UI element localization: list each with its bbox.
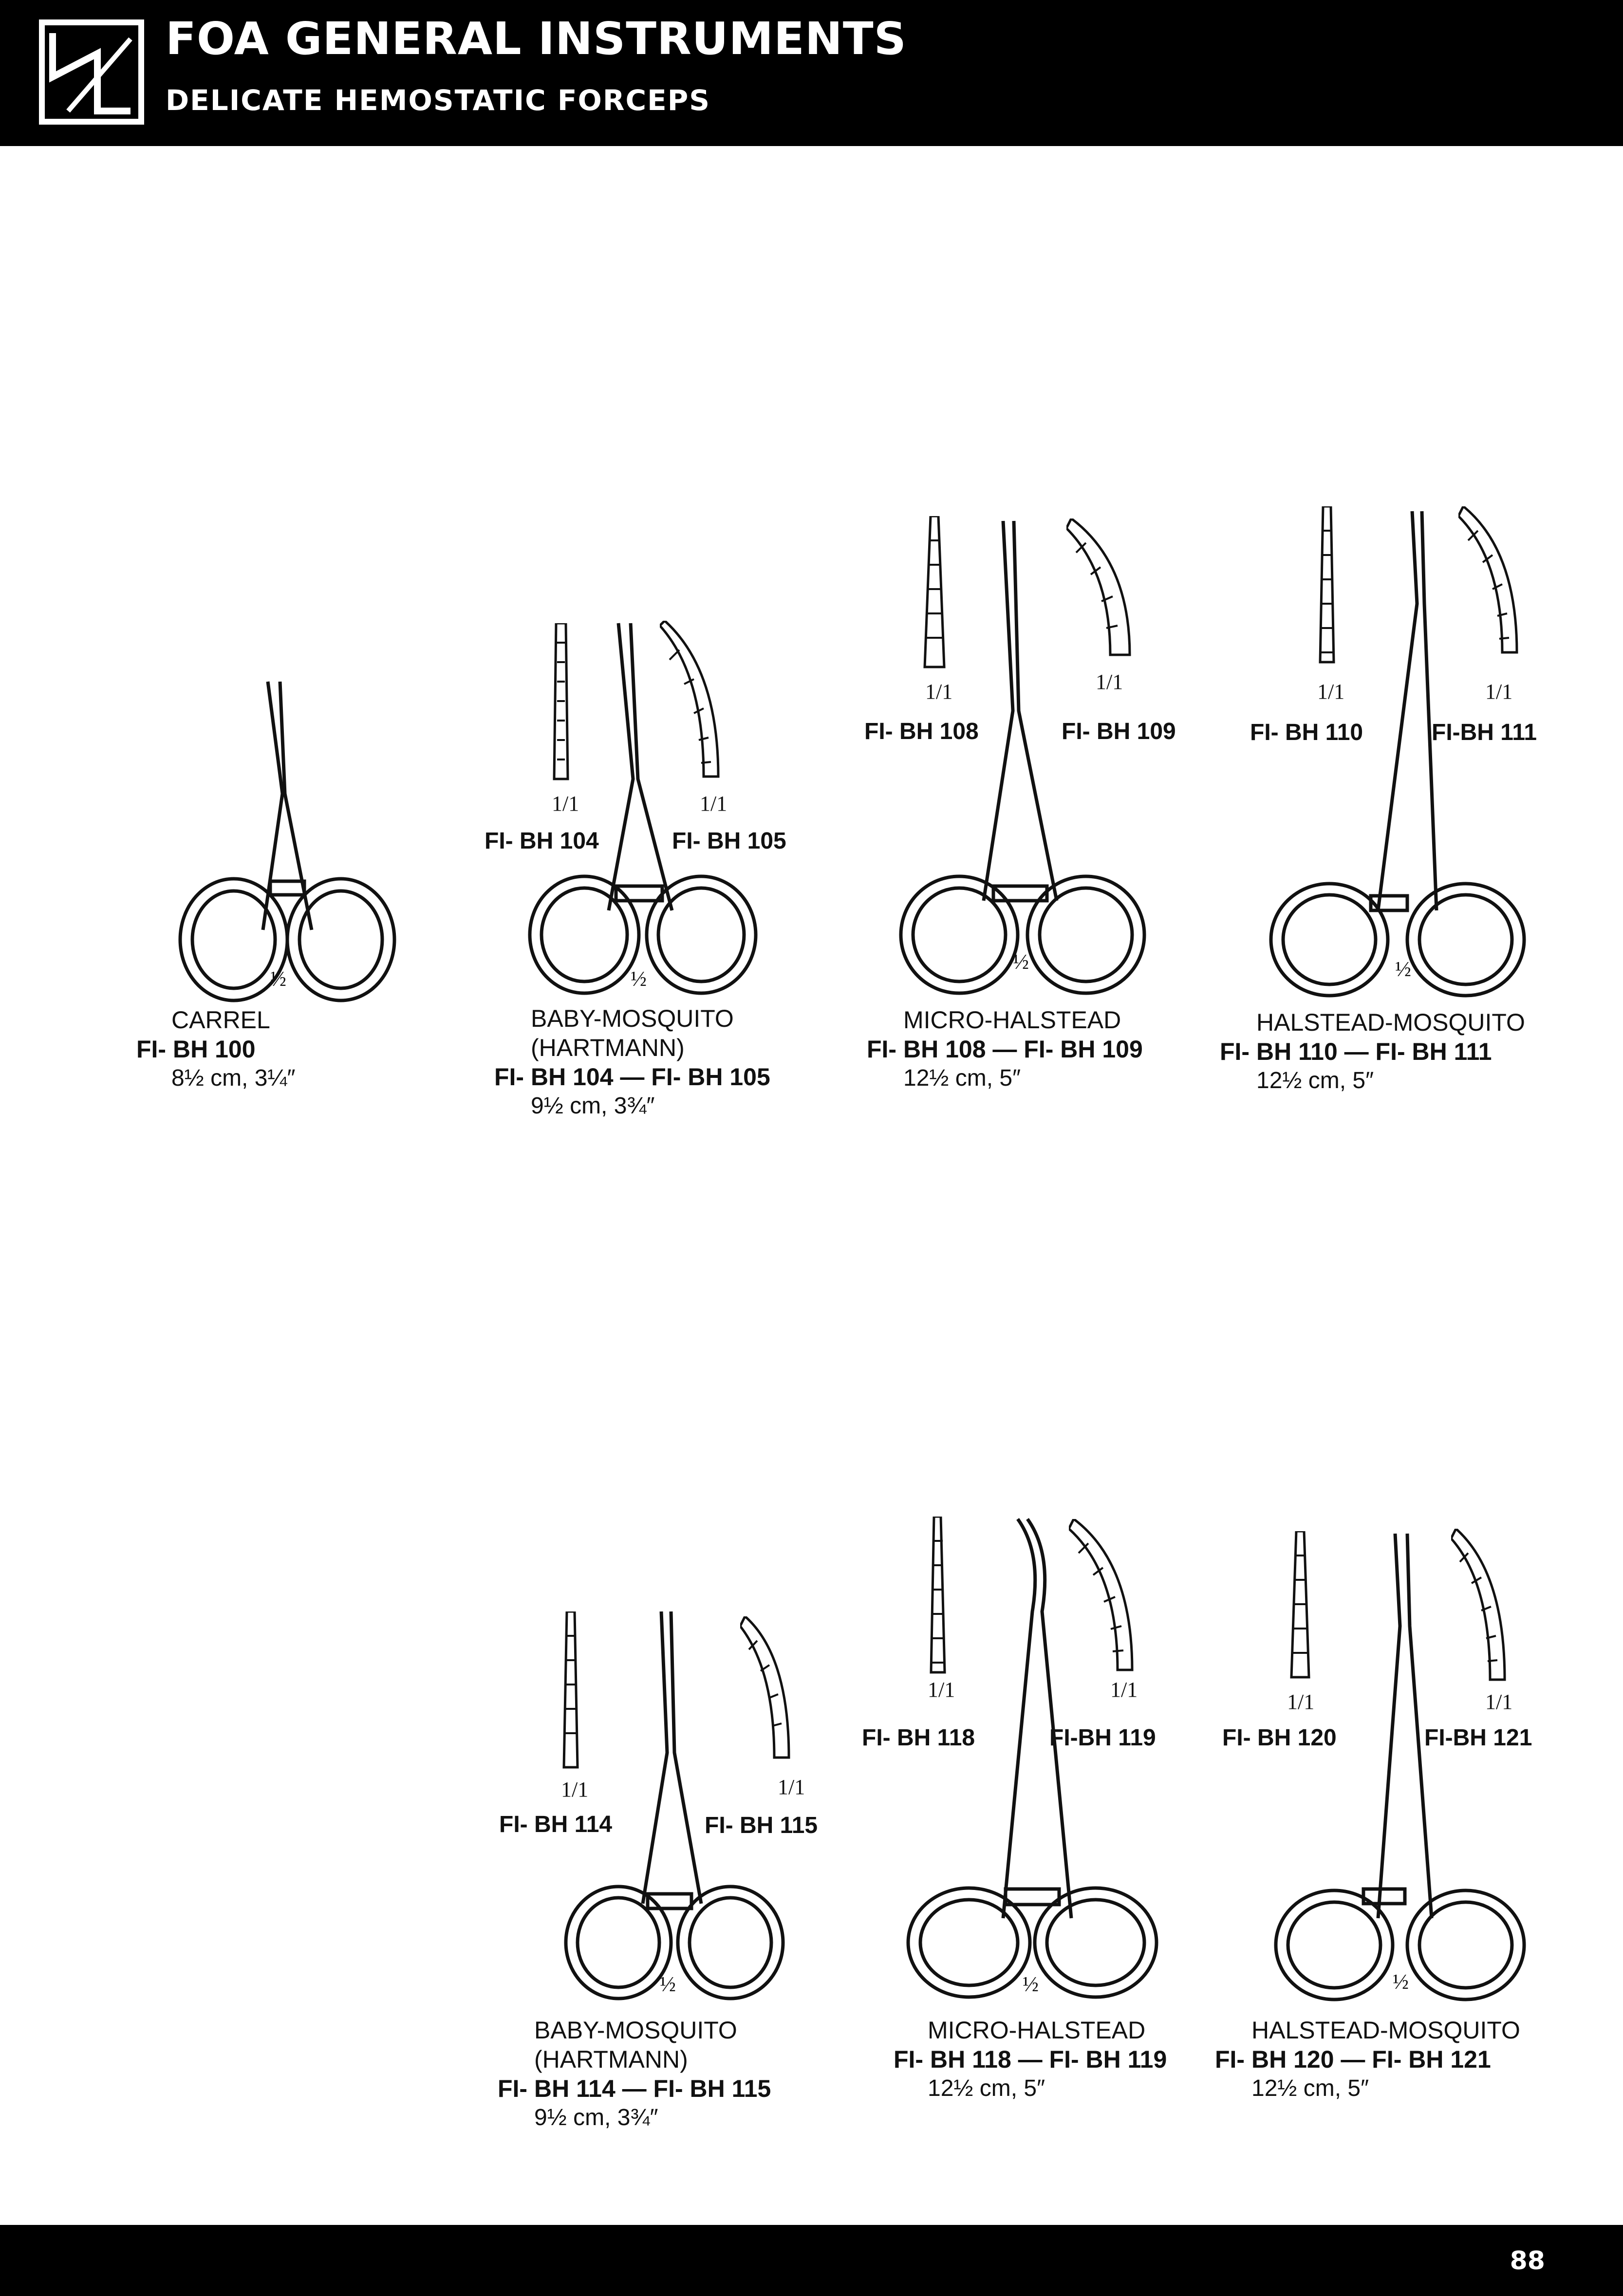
product-code: FI- BH 110 — FI- BH 111 — [1220, 1038, 1492, 1065]
product-caption — [494, 1004, 770, 1121]
curved-jaw-detail-icon — [1066, 518, 1139, 660]
product-size: 12½ cm, 5″ — [1251, 2075, 1369, 2101]
curved-jaw-detail-icon — [1458, 506, 1527, 657]
curved-jaw-detail-icon — [1069, 1519, 1137, 1675]
scale-label: ½ — [660, 1972, 676, 1996]
product-name-secondary: (HARTMANN) — [531, 1034, 685, 1061]
product-size: 12½ cm, 5″ — [928, 2075, 1045, 2101]
product-name: BABY-MOSQUITO — [534, 2017, 737, 2044]
tip-scale-label: 1/1 — [1485, 1690, 1513, 1714]
product-size: 9½ cm, 3¾″ — [531, 1093, 655, 1119]
company-logo-icon — [39, 19, 144, 125]
product-size: 9½ cm, 3¾″ — [534, 2105, 658, 2130]
tip-scale-label: 1/1 — [1317, 680, 1345, 704]
product-size: 12½ cm, 5″ — [1256, 1068, 1374, 1093]
product-code: FI- BH 100 — [136, 1036, 256, 1063]
tip-scale-label: 1/1 — [700, 792, 728, 815]
tip-code-label: FI- BH 105 — [672, 828, 786, 854]
product-caption — [1215, 2016, 1520, 2103]
tip-scale-label: 1/1 — [561, 1778, 589, 1801]
product-name: HALSTEAD-MOSQUITO — [1256, 1009, 1525, 1036]
product-code: FI- BH 104 — FI- BH 105 — [494, 1063, 770, 1091]
tip-code-label: FI- BH 109 — [1062, 719, 1176, 744]
product-name: MICRO-HALSTEAD — [903, 1006, 1121, 1034]
curved-jaw-detail-icon — [660, 621, 728, 781]
straight-jaw-detail-icon — [561, 1611, 580, 1772]
tip-scale-label: 1/1 — [1096, 670, 1123, 694]
tip-scale-label: 1/1 — [1110, 1678, 1138, 1702]
tip-code-label: FI- BH 104 — [485, 828, 599, 854]
tip-code-label: FI- BH 118 — [862, 1725, 975, 1751]
scale-label: ½ — [631, 967, 647, 991]
tip-scale-label: 1/1 — [1287, 1690, 1315, 1714]
product-caption — [867, 1005, 1143, 1093]
scale-label: ½ — [1393, 1970, 1409, 1994]
straight-jaw-detail-icon — [923, 516, 946, 672]
tip-code-label: FI- BH 108 — [864, 719, 979, 744]
tip-code-label: FI-BH 119 — [1049, 1725, 1156, 1751]
tip-code-label: FI-BH 121 — [1424, 1725, 1532, 1751]
straight-jaw-detail-icon — [551, 623, 571, 784]
tip-scale-label: 1/1 — [778, 1775, 805, 1799]
product-code: FI- BH 120 — FI- BH 121 — [1215, 2046, 1491, 2073]
tip-code-label: FI- BH 115 — [705, 1813, 818, 1838]
product-caption — [1220, 1008, 1525, 1095]
carrel-forceps-illustration — [166, 677, 409, 1008]
page-footer — [0, 2225, 1623, 2296]
product-size: 8½ cm, 3¼″ — [171, 1065, 296, 1091]
product-name: MICRO-HALSTEAD — [928, 2017, 1146, 2044]
curved-jaw-detail-icon — [740, 1616, 794, 1762]
catalog-brand-title: FOA GENERAL INSTRUMENTS — [166, 13, 907, 65]
tip-scale-label: 1/1 — [928, 1678, 955, 1702]
product-name: CARREL — [171, 1006, 270, 1034]
curved-jaw-detail-icon — [1451, 1529, 1510, 1685]
product-size: 12½ cm, 5″ — [903, 1065, 1021, 1091]
tip-scale-label: 1/1 — [925, 680, 953, 704]
tip-scale-label: 1/1 — [552, 792, 579, 815]
scale-label: ½ — [1023, 1972, 1039, 1996]
straight-jaw-detail-icon — [1289, 1531, 1311, 1682]
product-name-secondary: (HARTMANN) — [534, 2046, 688, 2073]
product-name: BABY-MOSQUITO — [531, 1005, 734, 1032]
product-code: FI- BH 114 — FI- BH 115 — [498, 2075, 771, 2102]
tip-code-label: FI- BH 120 — [1222, 1725, 1337, 1751]
product-caption — [136, 1005, 295, 1093]
product-caption — [498, 2016, 771, 2132]
scale-label: ½ — [270, 967, 286, 991]
scale-label: ½ — [1395, 957, 1411, 981]
straight-jaw-detail-icon — [928, 1517, 948, 1677]
product-name: HALSTEAD-MOSQUITO — [1251, 2017, 1520, 2044]
tip-code-label: FI-BH 111 — [1432, 720, 1537, 745]
catalog-section-title: DELICATE HEMOSTATIC FORCEPS — [166, 84, 710, 117]
product-code: FI- BH 108 — FI- BH 109 — [867, 1036, 1143, 1063]
tip-scale-label: 1/1 — [1485, 680, 1513, 704]
page-number: 88 — [1510, 2246, 1545, 2276]
product-caption — [894, 2016, 1167, 2103]
tip-code-label: FI- BH 110 — [1250, 720, 1363, 745]
tip-code-label: FI- BH 114 — [499, 1812, 613, 1837]
page-header — [0, 0, 1623, 146]
scale-label: ½ — [1013, 950, 1029, 974]
straight-jaw-detail-icon — [1317, 506, 1337, 667]
product-code: FI- BH 118 — FI- BH 119 — [894, 2046, 1167, 2073]
